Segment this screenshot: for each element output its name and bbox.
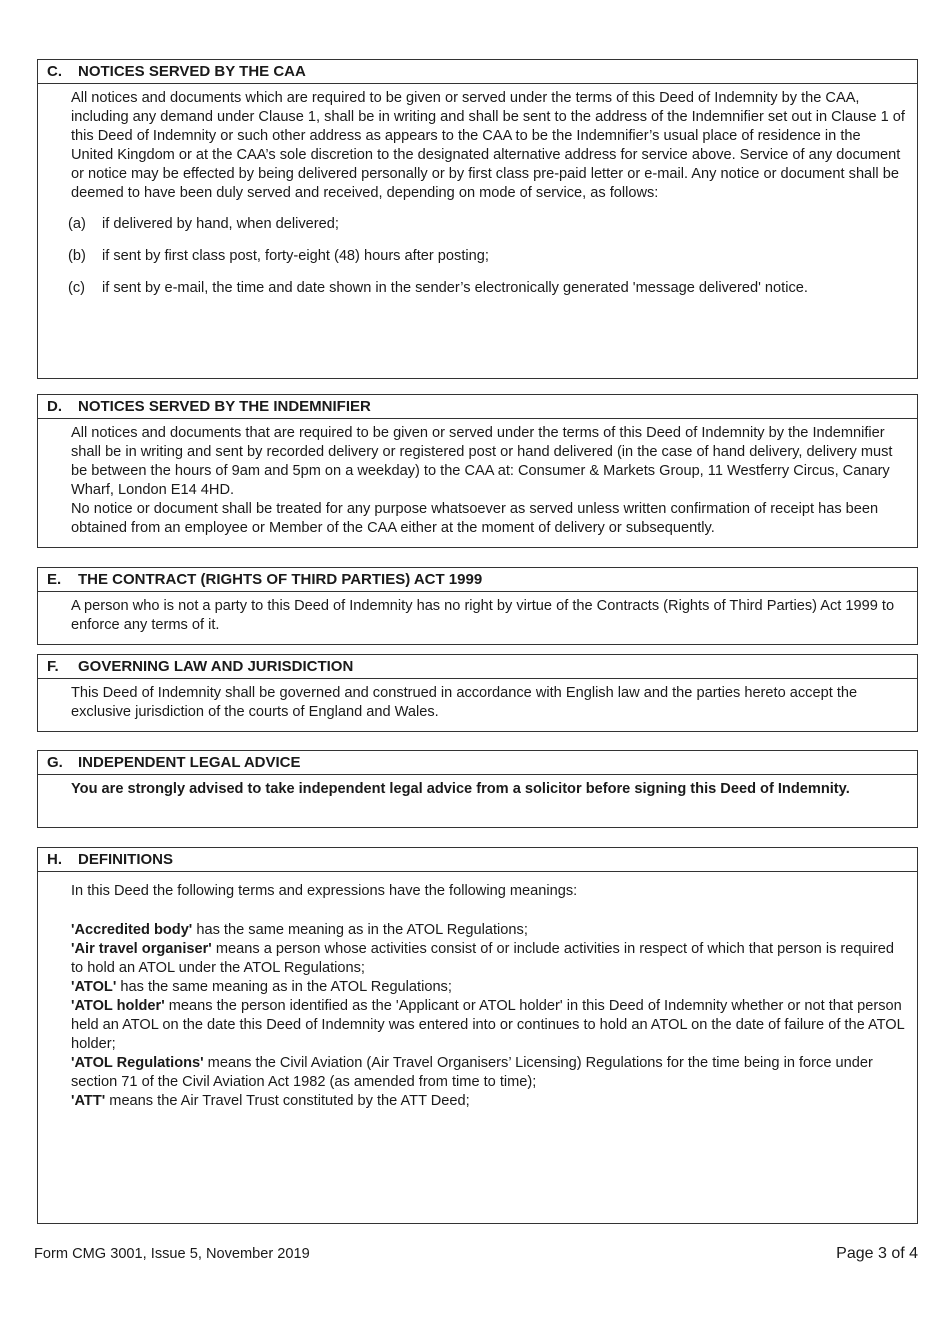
section-c-letter: C. — [47, 63, 62, 80]
section-d-title: NOTICES SERVED BY THE INDEMNIFIER — [78, 398, 371, 415]
definition-text: means the person identified as the 'Applicant or ATOL holder' in this Deed of Indemnity whether or not that person held an ATOL on the date this Deed of Indemnity was entered into or continues to hold an ATOL on the date of failure of the ATOL holder; — [71, 998, 905, 1052]
section-e — [37, 567, 918, 645]
item-a-label: (a) — [68, 216, 86, 232]
definition-term: 'ATOL holder' — [71, 998, 165, 1014]
section-c-text: All notices and documents which are required to be given or served under the terms of this Deed of Indemnity by the CAA, including any demand under Clause 1, shall be in writing and shall be sent to the address of the Indemnifier set out in Clause 1 of this Deed of Indemnity or such other address as appears to the CAA to be the Indemnifier’s usual place of residence in the United Kingdom or at the CAA’s sole discretion to the designated alternative address for service above. Service of any document or notice may be effected by being delivered personally or by first class pre-paid letter or e-mail. Any notice or document shall be deemed to have been duly served and received, depending on mode of service, as follows: — [71, 90, 905, 201]
definition-item — [71, 1092, 905, 1111]
section-g-heading — [38, 751, 917, 775]
form-reference: Form CMG 3001, Issue 5, November 2019 — [34, 1246, 310, 1262]
section-c — [37, 59, 918, 379]
definition-term: 'ATOL' — [71, 979, 117, 995]
section-g-text: You are strongly advised to take independent legal advice from a solicitor before signing this Deed of Indemnity. — [71, 781, 850, 797]
list-item — [68, 279, 905, 298]
section-d-letter: D. — [47, 398, 62, 415]
definition-text: has the same meaning as in the ATOL Regulations; — [116, 979, 452, 995]
definition-item — [71, 921, 905, 940]
definition-item — [71, 997, 905, 1054]
definition-text: means a person whose activities consist of or include activities in respect of which that person is required to hold an ATOL under the ATOL Regulations; — [71, 941, 894, 976]
page-number: Page 3 of 4 — [836, 1245, 918, 1262]
section-h-heading — [38, 848, 917, 872]
section-f-title: GOVERNING LAW AND JURISDICTION — [78, 658, 354, 675]
section-e-text: A person who is not a party to this Deed of Indemnity has no right by virtue of the Contracts (Rights of Third Parties) Act 1999 to enforce any terms of it. — [71, 598, 895, 633]
section-d — [37, 394, 918, 548]
item-b-text: if sent by first class post, forty-eight (48) hours after posting; — [102, 248, 489, 264]
definition-term: 'Air travel organiser' — [71, 941, 212, 957]
definitions-intro: In this Deed the following terms and expressions have the following meanings: — [71, 883, 578, 899]
section-f — [37, 654, 918, 732]
section-h-letter: H. — [47, 851, 62, 868]
section-e-title: THE CONTRACT (RIGHTS OF THIRD PARTIES) ACT 1999 — [78, 571, 483, 588]
definition-text: has the same meaning as in the ATOL Regulations; — [192, 922, 528, 938]
definition-text: means the Air Travel Trust constituted by the ATT Deed; — [105, 1093, 470, 1109]
section-f-letter: F. — [47, 658, 59, 675]
item-b-label: (b) — [68, 248, 86, 264]
section-c-title: NOTICES SERVED BY THE CAA — [78, 63, 306, 80]
section-e-letter: E. — [47, 571, 62, 588]
section-h-title: DEFINITIONS — [78, 851, 174, 868]
section-d-text-2: No notice or document shall be treated for any purpose whatsoever as served unless written confirmation of receipt has been obtained from an employee or Member of the CAA either at the moment of delivery or subsequently. — [71, 501, 879, 536]
item-a-text: if delivered by hand, when delivered; — [102, 216, 339, 232]
definition-text: means the Civil Aviation (Air Travel Organisers’ Licensing) Regulations for the time being in force under section 71 of the Civil Aviation Act 1982 (as amended from time to time); — [71, 1055, 873, 1090]
section-d-heading — [38, 395, 917, 419]
section-e-heading — [38, 568, 917, 592]
item-c-text: if sent by e-mail, the time and date shown in the sender’s electronically generated 'message delivered' notice. — [102, 280, 808, 296]
section-g-letter: G. — [47, 754, 63, 771]
list-item — [68, 247, 905, 266]
section-f-text: This Deed of Indemnity shall be governed and construed in accordance with English law and the parties hereto accept the exclusive jurisdiction of the courts of England and Wales. — [71, 685, 858, 720]
definition-item — [71, 978, 905, 997]
definition-term: 'ATT' — [71, 1093, 106, 1109]
section-d-text-1: All notices and documents that are required to be given or served under the terms of this Deed of Indemnity by the Indemnifier shall be in writing and sent by recorded delivery or registered post or hand delivered (in the case of hand delivery, delivery must be between the hours of 9am and 5pm on a weekday) to the CAA at: Consumer & Markets Group, 11 Westferry Circus, Canary Wharf, London E14 4HD. — [71, 425, 893, 498]
definition-term: 'ATOL Regulations' — [71, 1055, 204, 1071]
item-c-label: (c) — [68, 280, 86, 296]
list-item — [68, 215, 905, 234]
section-g — [37, 750, 918, 828]
definition-item — [71, 940, 905, 978]
section-f-heading — [38, 655, 917, 679]
definition-term: 'Accredited body' — [71, 922, 193, 938]
definition-item — [71, 1054, 905, 1092]
section-h — [37, 847, 918, 1224]
section-c-heading — [38, 60, 917, 84]
section-g-title: INDEPENDENT LEGAL ADVICE — [78, 754, 301, 771]
